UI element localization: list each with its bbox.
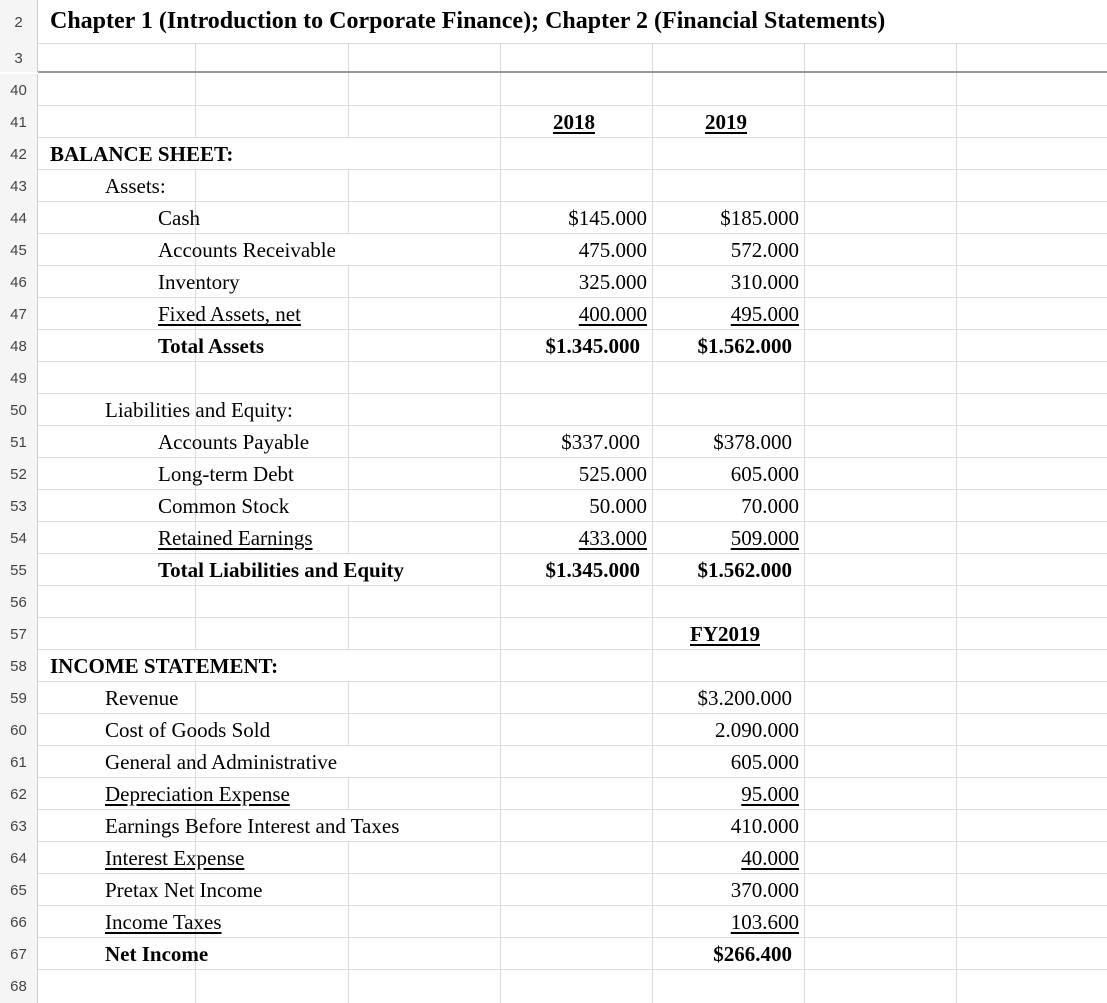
row-number[interactable]: 59 — [0, 682, 38, 714]
value-2019[interactable]: 70.000 — [741, 494, 799, 518]
row-41 — [0, 106, 1107, 138]
row-42 — [0, 138, 1107, 170]
income-value[interactable]: 370.000 — [730, 878, 799, 902]
liabilities-label[interactable]: Liabilities and Equity: — [105, 398, 293, 422]
income-label[interactable]: Revenue — [105, 686, 179, 710]
row-64 — [0, 842, 1107, 874]
balance-sheet-heading[interactable]: BALANCE SHEET: — [50, 142, 234, 166]
line-item-label[interactable]: Accounts Payable — [158, 430, 310, 454]
line-item-label[interactable]: Common Stock — [158, 494, 290, 518]
row-number[interactable]: 52 — [0, 458, 38, 490]
year-2018-header[interactable]: 2018 — [553, 110, 595, 134]
income-statement-heading[interactable]: INCOME STATEMENT: — [50, 654, 279, 678]
total-2018[interactable]: $1.345.000 — [545, 558, 640, 582]
value-2018[interactable]: 325.000 — [578, 270, 647, 294]
row-number[interactable]: 60 — [0, 714, 38, 746]
income-label[interactable]: Depreciation Expense — [105, 782, 290, 806]
value-2019[interactable]: $378.000 — [713, 430, 792, 454]
row-number[interactable]: 40 — [0, 74, 38, 106]
row-53 — [0, 490, 1107, 522]
row-3 — [0, 44, 1107, 72]
row-54 — [0, 522, 1107, 554]
row-52 — [0, 458, 1107, 490]
row-59 — [0, 682, 1107, 714]
row-62 — [0, 778, 1107, 810]
value-2018[interactable]: 475.000 — [578, 238, 647, 262]
row-61 — [0, 746, 1107, 778]
value-2018[interactable]: 400.000 — [578, 302, 647, 326]
row-number[interactable]: 53 — [0, 490, 38, 522]
row-number[interactable]: 68 — [0, 970, 38, 1003]
row-number[interactable]: 46 — [0, 266, 38, 298]
value-2019[interactable]: 509.000 — [730, 526, 799, 550]
value-2019[interactable]: 605.000 — [730, 462, 799, 486]
value-2018[interactable]: 433.000 — [578, 526, 647, 550]
row-number[interactable]: 41 — [0, 106, 38, 138]
row-2 — [0, 0, 1107, 44]
income-value[interactable]: 95.000 — [741, 782, 799, 806]
row-49 — [0, 362, 1107, 394]
row-66 — [0, 906, 1107, 938]
row-number[interactable]: 63 — [0, 810, 38, 842]
row-58 — [0, 650, 1107, 682]
row-number[interactable]: 43 — [0, 170, 38, 202]
total-2019[interactable]: $1.562.000 — [697, 334, 792, 358]
line-item-label[interactable]: Retained Earnings — [158, 526, 313, 550]
year-2019-header[interactable]: 2019 — [705, 110, 747, 134]
row-number[interactable]: 56 — [0, 586, 38, 618]
line-item-label[interactable]: Accounts Receivable — [158, 238, 336, 262]
row-number[interactable]: 57 — [0, 618, 38, 650]
line-item-label[interactable]: Inventory — [158, 270, 240, 294]
total-label[interactable]: Total Assets — [158, 334, 264, 358]
value-2019[interactable]: $185.000 — [720, 206, 799, 230]
income-value[interactable]: 2.090.000 — [715, 718, 799, 742]
assets-label[interactable]: Assets: — [105, 174, 166, 198]
row-number[interactable]: 61 — [0, 746, 38, 778]
income-value[interactable]: $3.200.000 — [697, 686, 792, 710]
value-2019[interactable]: 572.000 — [730, 238, 799, 262]
row-51 — [0, 426, 1107, 458]
row-number[interactable]: 2 — [0, 0, 38, 44]
row-number[interactable]: 45 — [0, 234, 38, 266]
income-label[interactable]: Interest Expense — [105, 846, 245, 870]
value-2019[interactable]: 495.000 — [730, 302, 799, 326]
total-label[interactable]: Total Liabilities and Equity — [158, 558, 405, 582]
row-65 — [0, 874, 1107, 906]
row-55 — [0, 554, 1107, 586]
income-value[interactable]: 605.000 — [730, 750, 799, 774]
row-number[interactable]: 49 — [0, 362, 38, 394]
row-number[interactable]: 42 — [0, 138, 38, 170]
fy2019-header[interactable]: FY2019 — [690, 622, 760, 646]
row-50 — [0, 394, 1107, 426]
row-number[interactable]: 58 — [0, 650, 38, 682]
row-56 — [0, 586, 1107, 618]
row-number[interactable]: 48 — [0, 330, 38, 362]
row-number[interactable]: 64 — [0, 842, 38, 874]
line-item-label[interactable]: Cash — [158, 206, 200, 230]
value-2018[interactable]: $337.000 — [561, 430, 640, 454]
line-item-label[interactable]: Long-term Debt — [158, 462, 294, 486]
income-label[interactable]: Earnings Before Interest and Taxes — [105, 814, 400, 838]
row-number[interactable]: 47 — [0, 298, 38, 330]
row-60 — [0, 714, 1107, 746]
value-2018[interactable]: 50.000 — [589, 494, 647, 518]
row-45 — [0, 234, 1107, 266]
row-67 — [0, 938, 1107, 970]
row-number[interactable]: 3 — [0, 44, 38, 72]
row-number[interactable]: 62 — [0, 778, 38, 810]
income-value[interactable]: 410.000 — [730, 814, 799, 838]
row-number[interactable]: 50 — [0, 394, 38, 426]
row-number[interactable]: 66 — [0, 906, 38, 938]
row-number[interactable]: 65 — [0, 874, 38, 906]
income-label[interactable]: Cost of Goods Sold — [105, 718, 271, 742]
total-2019[interactable]: $1.562.000 — [697, 558, 792, 582]
income-value[interactable]: 103.600 — [730, 910, 799, 934]
row-43 — [0, 170, 1107, 202]
row-40 — [0, 74, 1107, 106]
line-item-label[interactable]: Fixed Assets, net — [158, 302, 301, 326]
income-label[interactable]: Income Taxes — [105, 910, 222, 934]
income-value[interactable]: 40.000 — [741, 846, 799, 870]
row-63 — [0, 810, 1107, 842]
row-number[interactable]: 51 — [0, 426, 38, 458]
row-68 — [0, 970, 1107, 1003]
value-2018[interactable]: 525.000 — [578, 462, 647, 486]
row-number[interactable]: 67 — [0, 938, 38, 970]
sheet-title[interactable]: Chapter 1 (Introduction to Corporate Finance); Chapter 2 (Financial Statements) — [50, 8, 886, 34]
total-2018[interactable]: $1.345.000 — [545, 334, 640, 358]
value-2018[interactable]: $145.000 — [568, 206, 647, 230]
row-44 — [0, 202, 1107, 234]
net-income-value[interactable]: $266.400 — [713, 942, 792, 966]
value-2019[interactable]: 310.000 — [730, 270, 799, 294]
row-number[interactable]: 55 — [0, 554, 38, 586]
income-label[interactable]: Pretax Net Income — [105, 878, 263, 902]
row-47 — [0, 298, 1107, 330]
row-number[interactable]: 44 — [0, 202, 38, 234]
income-label[interactable]: General and Administrative — [105, 750, 338, 774]
row-57 — [0, 618, 1107, 650]
row-46 — [0, 266, 1107, 298]
row-48 — [0, 330, 1107, 362]
net-income-label[interactable]: Net Income — [105, 942, 209, 966]
row-number[interactable]: 54 — [0, 522, 38, 554]
